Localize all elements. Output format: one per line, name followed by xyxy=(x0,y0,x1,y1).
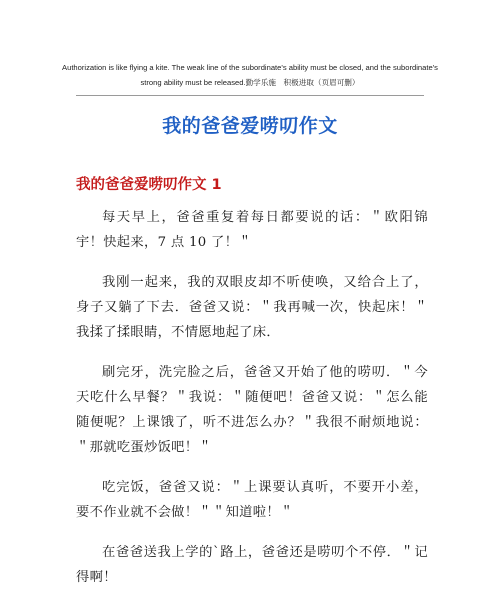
paragraph: 在爸爸送我上学的`路上，爸爸还是唠叨个不停．＂记得啊！ xyxy=(76,545,428,585)
document-title: 我的爸爸爱唠叨作文 xyxy=(162,115,338,137)
document-body xyxy=(76,205,428,605)
paragraph: 我刚一起来，我的双眼皮却不听使唤，又给合上了，身子又躺了下去．爸爸又说：＂我再喊一次，快起床！＂我揉了揉眼睛，不情愿地起了床． xyxy=(76,275,428,340)
header-line-1: Authorization is like flying a kite. The weak line of the subordinate's ability must be closed, and the subordinate's xyxy=(62,63,438,72)
paragraph: 每天早上，爸爸重复着每日都要说的话：＂欧阳锦宇！快起来，7 点 10 了！＂ xyxy=(76,210,428,250)
page-header xyxy=(60,60,440,90)
header-divider xyxy=(76,95,424,96)
paragraph: 刷完牙，洗完脸之后，爸爸又开始了他的唠叨．＂今天吃什么早餐？＂我说：＂随便吧！爸爸又说：＂怎么能随便呢？上课饿了，听不进怎么办？＂我很不耐烦地说：＂那就吃蛋炒饭吧！＂ xyxy=(76,365,428,455)
paragraph: 吃完饭，爸爸又说：＂上课要认真听，不要开小差，要不作业就不会做！＂＂知道啦！＂ xyxy=(76,480,428,520)
header-line-2: strong ability must be released.勤学乐施 积极进取（页眉可删） xyxy=(140,78,360,87)
section-heading: 我的爸爸爱唠叨作文 1 xyxy=(76,177,222,193)
